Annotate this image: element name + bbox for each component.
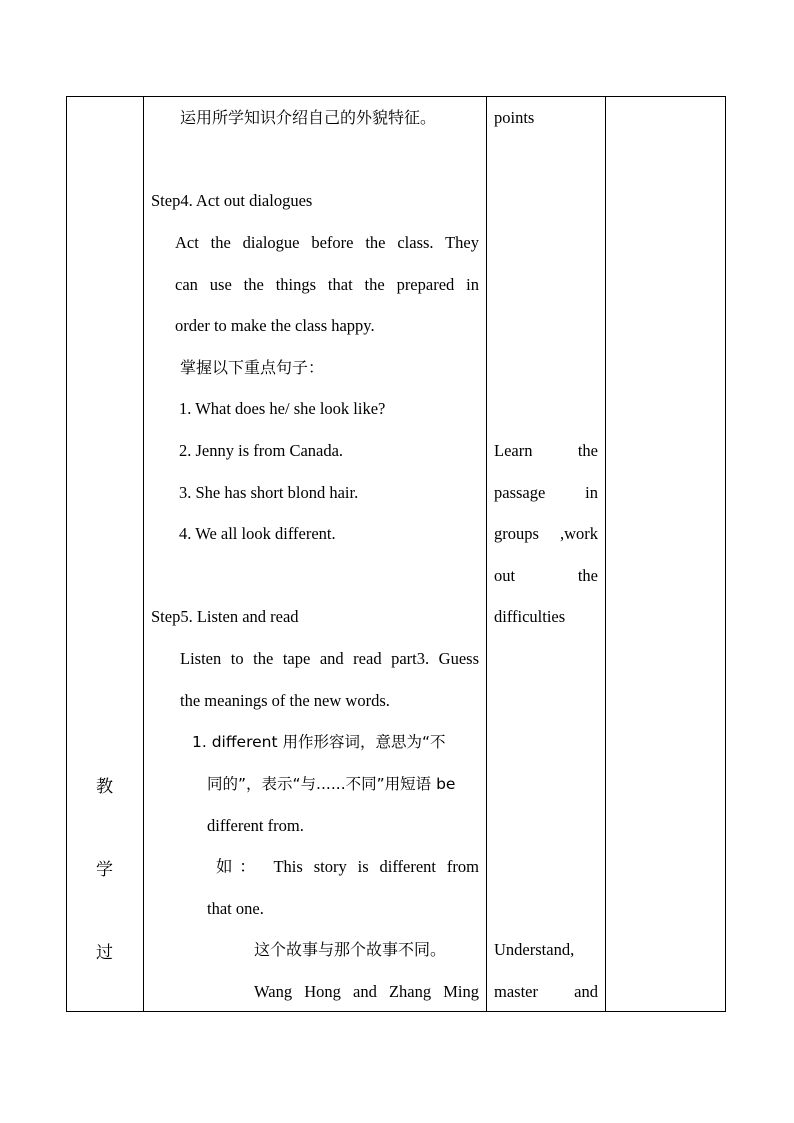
example-sentence: that one.: [207, 899, 264, 918]
column3-line: [494, 440, 598, 462]
step4-paragraph-line: Act the dialogue before the class. They: [175, 233, 479, 252]
column3-line: Understand,: [494, 940, 575, 959]
column3-line: difficulties: [494, 607, 566, 626]
column3-word: the: [577, 441, 598, 460]
key-sentence: 4. We all look different.: [179, 524, 336, 543]
step5-paragraph-line: Listen to the tape and read part3. Guess: [180, 649, 479, 668]
key-sentence: 1. What does he/ she look like?: [179, 399, 386, 418]
side-label-3: 过: [96, 943, 113, 963]
column3-word: and: [574, 982, 598, 1001]
side-label-1: 教: [96, 777, 113, 797]
step5-paragraph-line: the meanings of the new words.: [180, 691, 390, 710]
step4-paragraph-line: can use the things that the prepared in: [175, 275, 479, 294]
note-line: different from.: [207, 816, 304, 835]
column3-word: ,work: [559, 524, 598, 543]
key-sentence: 2. Jenny is from Canada.: [179, 441, 344, 460]
column3-line: [494, 523, 598, 545]
column3-word: Learn: [494, 441, 533, 460]
column3-word: the: [577, 566, 598, 585]
key-sentences-title: 掌握以下重点句子：: [180, 358, 325, 377]
example-sentence: Wang Hong and Zhang Ming: [254, 982, 479, 1001]
column-divider: [486, 97, 487, 1011]
column3-word: master: [494, 982, 538, 1001]
note-line: 1. different 用作形容词，意思为“不: [192, 733, 446, 751]
column-divider: [143, 97, 144, 1011]
key-sentence: 3. She has short blond hair.: [179, 483, 359, 502]
column3-line: [494, 565, 598, 587]
column3-word: passage: [494, 483, 546, 502]
column3-line: [494, 981, 598, 1003]
intro-text: 运用所学知识介绍自己的外貌特征。: [180, 108, 437, 127]
example-sentence: 如： This story is different from: [216, 857, 479, 876]
example-translation: 这个故事与那个故事不同。: [254, 940, 447, 959]
column3-word: in: [585, 483, 598, 502]
step4-paragraph-line: order to make the class happy.: [175, 316, 375, 335]
column3-line: [494, 482, 598, 504]
step5-title: Step5. Listen and read: [151, 607, 299, 626]
column3-word: groups: [494, 524, 539, 543]
column3-word: out: [494, 566, 516, 585]
note-line: 同的”，表示“与......不同”用短语 be: [207, 775, 456, 793]
column3-text: points: [494, 108, 535, 127]
column-divider: [605, 97, 606, 1011]
step4-title: Step4. Act out dialogues: [151, 191, 313, 210]
side-label-2: 学: [96, 860, 113, 880]
